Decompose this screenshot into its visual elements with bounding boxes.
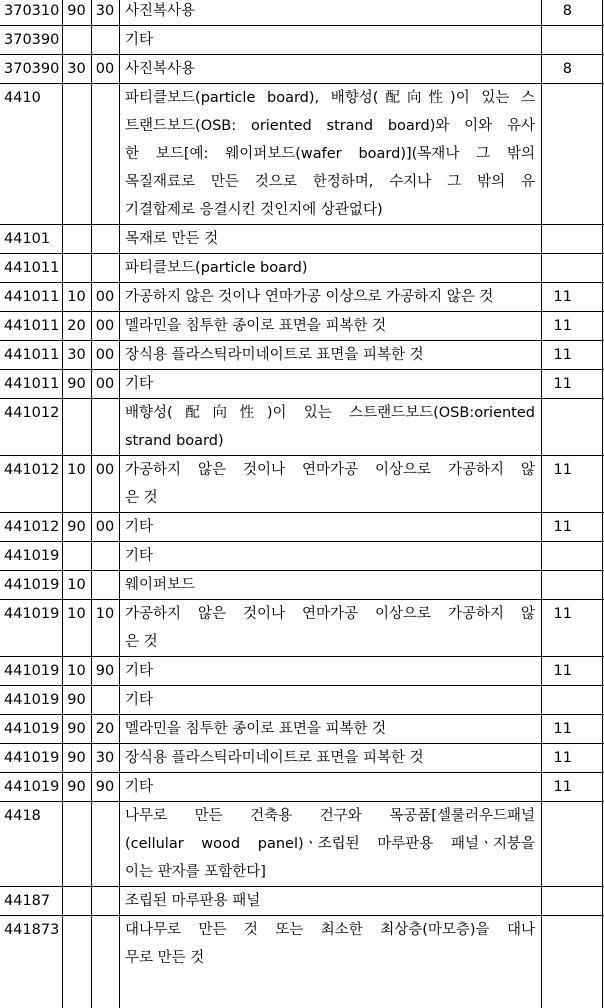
sub-code-1-cell: 30 [67,347,86,363]
description-line: 배향성(配向性)이 있는 스트랜드보드(OSB:oriented [125,405,535,421]
description-cell [119,370,541,398]
description-cell [119,254,541,282]
tariff-rate-cell [541,686,604,714]
sub-code-1-cell [62,542,91,570]
sub-code-1-cell: 90 [67,750,86,766]
sub-code-1-cell: 10 [67,462,86,478]
tariff-rate-cell: 8 [562,3,572,19]
sub-code-2-cell [91,802,119,886]
description-line: 이는 판자를 포함한다] [125,864,266,880]
tariff-rate-cell [541,225,604,253]
description-line: 무로 만든 것 [125,950,205,966]
table-row [0,311,604,340]
description-cell [119,341,541,369]
table-row [0,0,604,25]
description-cell [119,600,541,656]
table-row [0,224,604,253]
table-row [0,570,604,599]
hs-code-cell: 441011 [4,289,60,305]
sub-code-2-cell [91,399,119,455]
description-line: 장식용 플라스틱라미네이트로 표면을 피복한 것 [125,750,424,766]
table-row [0,886,604,915]
table-row [0,83,604,224]
sub-code-2-cell: 30 [95,3,115,19]
description-line: 파티클보드(particle board), 배향성(配向性)이 있는 스 [125,90,535,106]
description-cell [119,542,541,570]
table-row [0,656,604,685]
sub-code-2-cell [91,571,119,599]
description-cell [119,283,541,311]
hs-code-cell: 441011 [4,376,60,392]
sub-code-1-cell [62,399,91,455]
description-cell [119,571,541,599]
sub-code-1-cell: 30 [67,61,86,77]
hs-code-cell: 44101 [4,231,51,247]
hs-code-cell: 441019 [4,779,60,795]
description-cell [119,513,541,541]
table-row [0,512,604,541]
hs-code-cell: 44187 [4,893,51,909]
table-row [0,599,604,656]
sub-code-2-cell [91,916,119,972]
description-line: 사진복사용 [125,61,196,77]
sub-code-1-cell [62,802,91,886]
table-row [0,340,604,369]
table-row [0,743,604,772]
hs-code-cell: 4418 [4,808,41,824]
sub-code-1-cell: 10 [67,606,86,622]
sub-code-2-cell [91,542,119,570]
description-cell [119,657,541,685]
table-row [0,541,604,570]
sub-code-1-cell: 90 [67,519,86,535]
hs-code-cell: 441019 [4,750,60,766]
description-line: 조립된 마루판용 패널 [125,893,261,909]
table-row [0,25,604,54]
sub-code-2-cell: 90 [95,663,115,679]
table-row [0,282,604,311]
sub-code-2-cell [91,225,119,253]
description-line: 기타 [125,779,154,795]
sub-code-2-cell: 00 [95,289,115,305]
description-line: 목질재료로 만든 것으로 한정하며, 수지나 그 밖의 유 [125,174,535,190]
hs-code-cell: 4410 [4,90,41,106]
table-row [0,398,604,455]
tariff-rate-cell [541,916,604,972]
description-line: (cellular wood panel)ㆍ조립된 마루판용 패널ㆍ지붕을 [125,836,535,852]
sub-code-1-cell: 10 [67,663,86,679]
sub-code-1-cell: 90 [67,692,86,708]
description-line: 가공하지 않은 것이나 연마가공 이상으로 가공하지 않 [125,462,535,478]
sub-code-1-cell: 20 [67,318,86,334]
tariff-rate-cell: 11 [553,779,572,795]
table-row [0,253,604,282]
tariff-rate-cell [541,571,604,599]
hs-code-cell: 370310 [4,3,60,19]
sub-code-2-cell: 30 [95,750,115,766]
description-line: strand board) [125,433,224,449]
description-line: 은 것 [125,490,158,506]
sub-code-2-cell: 00 [95,462,115,478]
sub-code-1-cell: 90 [67,376,86,392]
table-row [0,455,604,512]
sub-code-2-cell [91,26,119,54]
tariff-rate-cell [541,254,604,282]
tariff-rate-cell: 11 [553,519,572,535]
sub-code-1-cell: 90 [67,779,86,795]
sub-code-2-cell [91,254,119,282]
sub-code-2-cell: 10 [95,606,115,622]
hs-code-cell: 441012 [4,462,60,478]
sub-code-1-cell [62,254,91,282]
description-cell [119,715,541,743]
description-line: 기타 [125,663,154,679]
description-line: 트랜드보드(OSB: oriented strand board)와 이와 유사 [125,118,535,134]
description-line: 기타 [125,519,154,535]
description-line: 기결합제로 응결시킨 것인지에 상관없다) [125,202,383,218]
description-line: 한 보드[예: 웨이퍼보드(wafer board)](목재나 그 밖의 [125,146,535,162]
hs-code-cell: 441873 [4,922,60,938]
tariff-rate-cell [541,542,604,570]
description-cell [119,686,541,714]
description-line: 웨이퍼보드 [125,577,196,593]
table-row [0,772,604,801]
tariff-rate-cell: 11 [553,721,572,737]
tariff-rate-cell [541,26,604,54]
sub-code-2-cell [91,84,119,224]
sub-code-2-cell [91,686,119,714]
sub-code-2-cell: 00 [95,519,115,535]
hs-code-cell: 441012 [4,405,60,421]
description-line: 가공하지 않은 것이나 연마가공 이상으로 가공하지 않은 것 [125,289,494,305]
description-line: 사진복사용 [125,3,196,19]
description-line: 기타 [125,32,154,48]
sub-code-2-cell: 20 [95,721,115,737]
hs-code-cell: 441019 [4,692,60,708]
tariff-rate-cell: 11 [553,606,572,622]
description-line: 나무로 만든 건축용 건구와 목공품[셀룰러우드패널 [125,808,535,824]
description-line: 파티클보드(particle board) [125,260,308,276]
description-cell [119,312,541,340]
hs-code-cell: 441011 [4,347,60,363]
table-row [0,801,604,886]
description-cell [119,802,541,886]
table-row [0,369,604,398]
description-line: 기타 [125,548,154,564]
sub-code-2-cell: 00 [95,318,115,334]
hs-code-cell: 370390 [4,61,60,77]
description-cell [119,0,541,25]
description-line: 기타 [125,376,154,392]
table-row [0,915,604,972]
tariff-rate-cell: 11 [553,318,572,334]
tariff-rate-cell: 11 [553,376,572,392]
sub-code-1-cell: 10 [67,577,86,593]
description-line: 가공하지 않은 것이나 연마가공 이상으로 가공하지 않 [125,606,535,622]
sub-code-2-cell: 00 [95,376,115,392]
tariff-rate-cell: 11 [553,289,572,305]
description-line: 목재로 만든 것 [125,231,219,247]
description-cell [119,55,541,83]
tariff-rate-cell [541,399,604,455]
tariff-rate-cell: 11 [553,750,572,766]
description-line: 멜라민을 침투한 종이로 표면을 피복한 것 [125,721,387,737]
tariff-rate-cell: 11 [553,462,572,478]
sub-code-1-cell [62,84,91,224]
sub-code-2-cell: 90 [95,779,115,795]
hs-code-cell: 441019 [4,663,60,679]
sub-code-2-cell: 00 [95,347,115,363]
tariff-rate-cell [541,802,604,886]
description-cell [119,887,541,915]
tariff-rate-cell [541,84,604,224]
sub-code-2-cell [91,887,119,915]
description-line: 멜라민을 침투한 종이로 표면을 피복한 것 [125,318,387,334]
sub-code-1-cell [62,916,91,972]
description-cell [119,916,541,972]
description-cell [119,399,541,455]
sub-code-1-cell [62,225,91,253]
description-cell [119,26,541,54]
description-cell [119,744,541,772]
sub-code-1-cell [62,26,91,54]
description-line: 장식용 플라스틱라미네이트로 표면을 피복한 것 [125,347,424,363]
description-cell [119,225,541,253]
hs-code-cell: 441011 [4,318,60,334]
table-row [0,714,604,743]
tariff-rate-cell: 11 [553,347,572,363]
sub-code-2-cell: 00 [95,61,115,77]
description-line: 은 것 [125,634,158,650]
description-line: 대나무로 만든 것 또는 최소한 최상층(마모층)을 대나 [125,922,535,938]
description-cell [119,456,541,512]
hs-code-cell: 441019 [4,721,60,737]
table-row [0,54,604,83]
hs-code-cell: 441019 [4,606,60,622]
description-line: 기타 [125,692,154,708]
sub-code-1-cell: 90 [67,3,86,19]
hs-code-cell: 370390 [4,32,60,48]
description-cell [119,773,541,801]
sub-code-1-cell: 90 [67,721,86,737]
sub-code-1-cell: 10 [67,289,86,305]
tariff-rate-cell [541,887,604,915]
hs-code-cell: 441019 [4,577,60,593]
description-cell [119,84,541,224]
tariff-rate-cell: 11 [553,663,572,679]
hs-code-cell: 441011 [4,260,60,276]
table-row [0,685,604,714]
tariff-rate-cell: 8 [562,61,572,77]
hs-code-cell: 441012 [4,519,60,535]
sub-code-1-cell [62,887,91,915]
hs-code-cell: 441019 [4,548,60,564]
